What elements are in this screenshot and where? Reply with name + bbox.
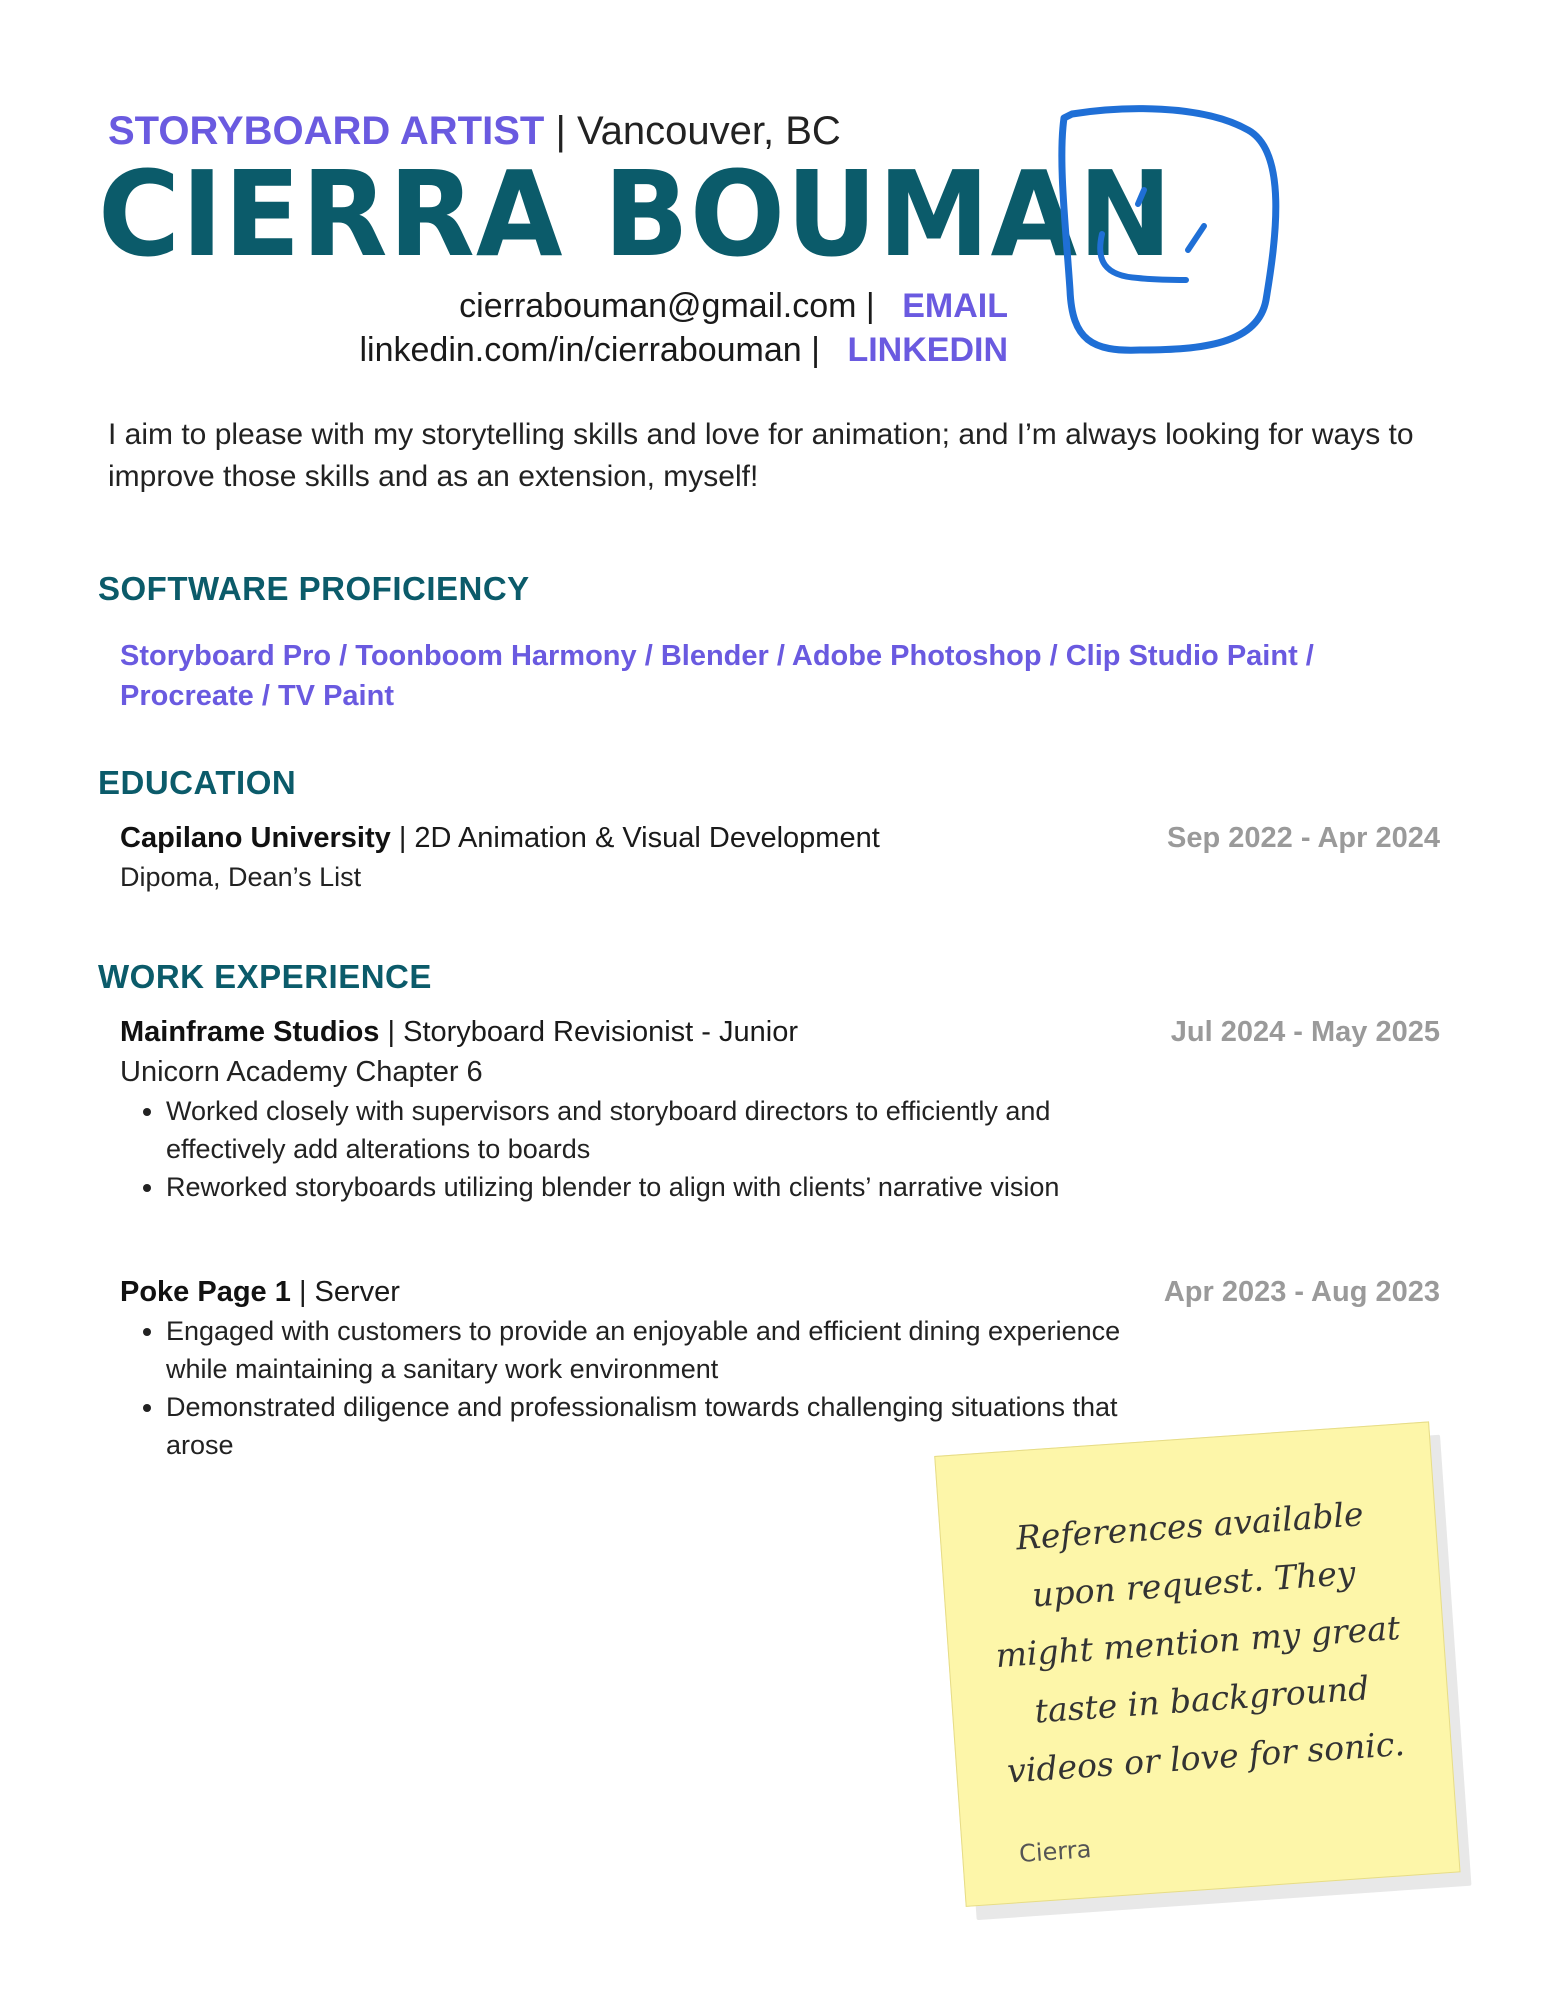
education-section-title: EDUCATION	[98, 764, 297, 801]
work-entry	[120, 1012, 1440, 1206]
work-bullets	[120, 1092, 1440, 1206]
bullet-item: • Reworked storyboards utilizing blender to align with clients’ narrative vision	[166, 1168, 1126, 1206]
education-dates: Sep 2022 - Apr 2024	[1167, 822, 1440, 854]
project-name: Unicorn Academy Chapter 6	[120, 1056, 483, 1088]
linkedin-url: linkedin.com/in/cierrabouman |	[359, 331, 820, 369]
resume-header	[98, 104, 1173, 372]
work-section-title: WORK EXPERIENCE	[98, 958, 432, 995]
email-line	[98, 284, 1008, 328]
job-title: STORYBOARD ARTIST	[108, 109, 545, 153]
school-name: Capilano University	[120, 822, 391, 854]
linkedin-line	[98, 328, 1008, 372]
sticky-note-signature: Cierra	[1018, 1835, 1093, 1869]
company-name: Poke Page 1	[120, 1276, 291, 1308]
candidate-name: CIERRA BOUMAN	[98, 146, 1173, 284]
sticky-note-paper	[934, 1421, 1460, 1906]
work-dates: Jul 2024 - May 2025	[1170, 1016, 1440, 1048]
education-entry	[120, 818, 1440, 896]
entry-separator: |	[298, 1276, 307, 1308]
software-section-title: SOFTWARE PROFICIENCY	[98, 570, 530, 607]
job-role: Storyboard Revisionist - Junior	[403, 1016, 798, 1048]
location: Vancouver, BC	[576, 109, 841, 153]
linkedin-link[interactable]: LINKEDIN	[847, 331, 1008, 369]
email-link[interactable]: EMAIL	[902, 287, 1008, 325]
bullet-item: • Demonstrated diligence and professionalism towards challenging situations that arose	[166, 1388, 1126, 1464]
job-role: Server	[314, 1276, 400, 1308]
work-dates: Apr 2023 - Aug 2023	[1163, 1276, 1440, 1308]
company-name: Mainframe Studios	[120, 1016, 380, 1048]
entry-separator: |	[387, 1016, 396, 1048]
entry-separator: |	[398, 822, 407, 854]
software-list: Storyboard Pro / Toonboom Harmony / Blender / Adobe Photoshop / Clip Studio Paint / Procreate / TV Paint	[120, 640, 1314, 712]
email-address: cierrabouman@gmail.com |	[459, 287, 875, 325]
education-detail: Dipoma, Dean’s List	[120, 862, 362, 892]
role-separator: |	[555, 109, 566, 153]
program-name: 2D Animation & Visual Development	[414, 822, 880, 854]
sticky-note-text: References available upon request. They might mention my great taste in background videos or love for sonic.	[994, 1494, 1406, 1791]
sticky-note	[934, 1421, 1466, 1925]
bullet-item: • Worked closely with supervisors and storyboard directors to efficiently and effectively add alterations to boards	[166, 1092, 1126, 1168]
summary-text: I aim to please with my storytelling skills and love for animation; and I’m always looking for ways to improve those skills and as an extension, myself!	[108, 418, 1414, 493]
bullet-item: • Engaged with customers to provide an enjoyable and efficient dining experience while maintaining a sanitary work environment	[166, 1312, 1126, 1388]
smiley-face-doodle-icon	[1052, 100, 1292, 360]
